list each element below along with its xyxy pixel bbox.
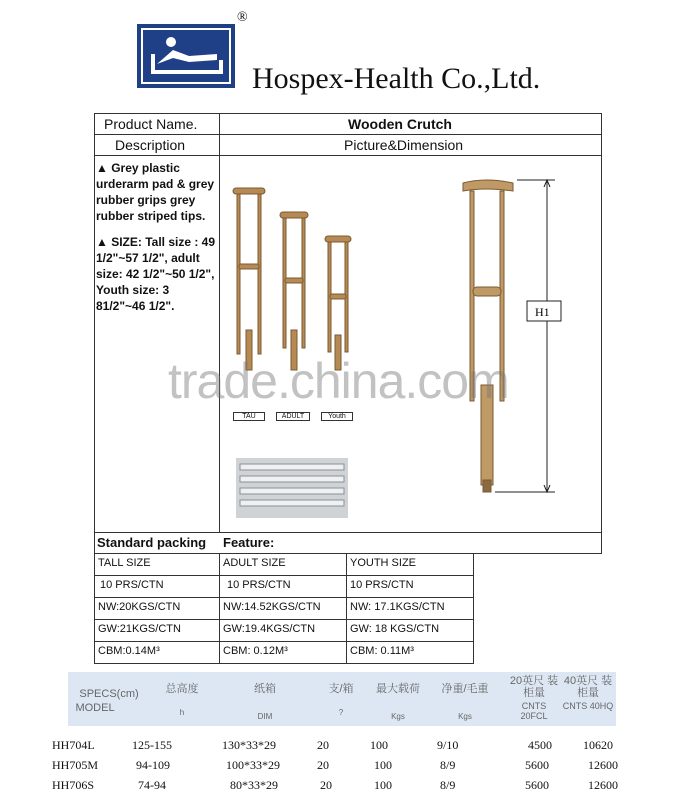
spec-col-bottom: ? xyxy=(338,708,344,717)
packing-header-adult: ADULT SIZE xyxy=(223,557,286,569)
spec-col-bottom: CNTS 20FCL xyxy=(520,701,548,721)
registered-mark: ® xyxy=(237,10,248,25)
packing-cell: CBM:0.14M³ xyxy=(98,645,160,657)
spec-col-bottom: CNTS 40HQ xyxy=(562,701,614,711)
size-tag-adult: ADULT xyxy=(276,412,310,421)
spec-col-top: 总高度 xyxy=(165,683,199,695)
spec-col-top: 纸箱 xyxy=(254,683,276,695)
spec-cell: HH706S xyxy=(52,778,95,792)
packed-crutches-photo xyxy=(236,458,348,518)
spec-cell: 100*33*29 xyxy=(226,758,280,772)
feature-description xyxy=(96,160,221,324)
packing-cell: NW: 17.1KGS/CTN xyxy=(350,601,445,613)
packing-cell: GW: 18 KGS/CTN xyxy=(350,623,440,635)
spec-cell: 8/9 xyxy=(440,758,456,772)
spec-cell: 5600 xyxy=(525,778,549,792)
standard-packing-label: Standard packing xyxy=(97,535,207,550)
packing-cell: 10 PRS/CTN xyxy=(227,579,291,591)
spec-cell: 5600 xyxy=(525,758,549,772)
spec-cell: 20 xyxy=(320,778,332,792)
spec-cell: 20 xyxy=(317,758,329,772)
spec-cell: 130*33*29 xyxy=(222,738,276,752)
spec-cell: 9/10 xyxy=(437,738,459,752)
size-tag-tall: TAU xyxy=(233,412,265,421)
packing-cell: GW:21KGS/CTN xyxy=(98,623,181,635)
feature-materials: ▲ Grey plastic urderarm pad & grey rubber grips grey rubber striped tips. xyxy=(96,161,215,223)
spec-cell: 100 xyxy=(374,758,392,772)
spec-col-bottom: Kgs xyxy=(458,712,472,721)
spec-col-top: 支/箱 xyxy=(328,683,354,695)
spec-col-top: 最大载荷 xyxy=(376,683,420,695)
spec-col-top: 20英尺 装柜量 xyxy=(509,675,559,699)
company-name: Hospex-Health Co.,Ltd. xyxy=(252,62,541,95)
product-name-label: Product Name. xyxy=(104,116,198,132)
spec-cell: 8/9 xyxy=(440,778,456,792)
spec-cell: 125-155 xyxy=(132,738,172,752)
packing-cell: CBM: 0.12M³ xyxy=(223,645,288,657)
description-value: Picture&Dimension xyxy=(344,137,464,153)
spec-cell: 74-94 xyxy=(138,778,166,792)
spec-cell: 100 xyxy=(374,778,392,792)
packing-header-youth: YOUTH SIZE xyxy=(350,557,417,569)
dimension-label: H1 xyxy=(535,305,550,319)
specs-header-label: SPECS(cm) xyxy=(79,688,139,700)
packing-cell: CBM: 0.11M³ xyxy=(350,645,414,657)
packing-cell: 10 PRS/CTN xyxy=(100,579,164,591)
specs-header-model: MODEL xyxy=(75,702,115,714)
spec-cell: 20 xyxy=(317,738,329,752)
spec-cell: HH705M xyxy=(52,758,99,772)
spec-col-bottom: Kgs xyxy=(391,712,405,721)
spec-cell: 10620 xyxy=(583,738,613,752)
packing-cell: NW:20KGS/CTN xyxy=(98,601,181,613)
packing-cell: GW:19.4KGS/CTN xyxy=(223,623,316,635)
spec-cell: 4500 xyxy=(528,738,552,752)
spec-cell: HH704L xyxy=(52,738,95,752)
spec-col-bottom: h xyxy=(179,708,185,717)
description-label: Description xyxy=(115,137,186,153)
packing-cell: 10 PRS/CTN xyxy=(350,579,414,591)
crutch-dimension-drawing xyxy=(455,175,565,500)
feature-sizes: ▲ SIZE: Tall size : 49 1/2"~57 1/2", adult size: 42 1/2"~50 1/2", Youth size: 3 81/2"~46 1/2". xyxy=(96,235,216,313)
spec-cell: 12600 xyxy=(588,778,618,792)
product-name-value: Wooden Crutch xyxy=(348,116,452,132)
size-tag-youth: Youth xyxy=(321,412,353,421)
spec-cell: 12600 xyxy=(588,758,618,772)
feature-label: Feature: xyxy=(223,535,275,550)
spec-cell: 94-109 xyxy=(136,758,170,772)
watermark: trade.china.com xyxy=(168,353,509,409)
company-logo xyxy=(137,24,235,88)
spec-cell: 100 xyxy=(370,738,388,752)
spec-cell: 80*33*29 xyxy=(230,778,278,792)
spec-col-top: 净重/毛重 xyxy=(441,683,489,695)
spec-col-bottom: DIM xyxy=(257,712,273,721)
packing-header-tall: TALL SIZE xyxy=(98,557,151,569)
packing-cell: NW:14.52KGS/CTN xyxy=(223,601,321,613)
spec-col-top: 40英尺 装柜量 xyxy=(563,675,613,699)
